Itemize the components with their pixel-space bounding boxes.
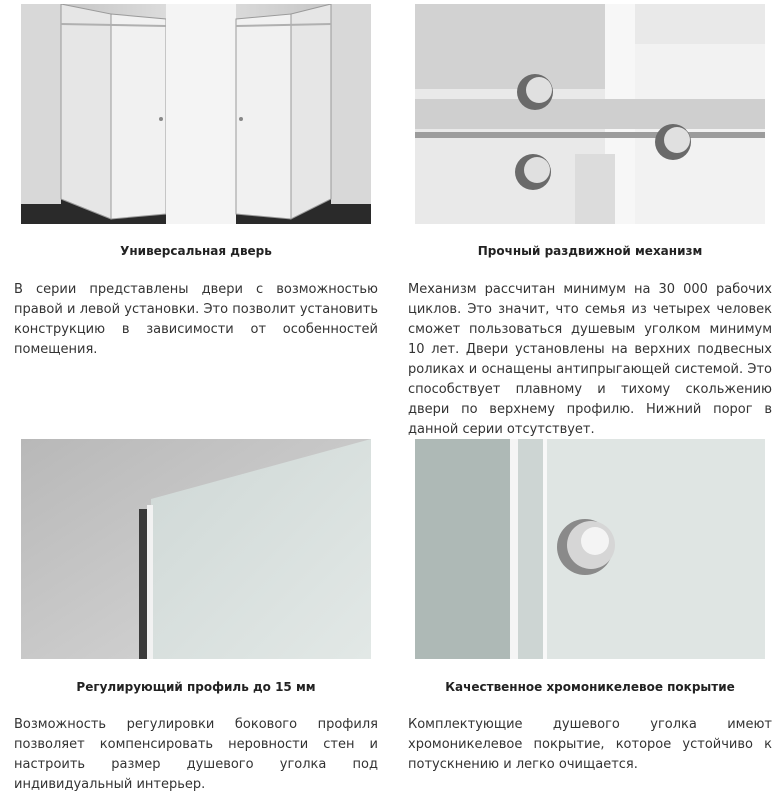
feature-title: Прочный раздвижной механизм [477, 244, 703, 258]
sliding-roller-mechanism-photo [415, 4, 765, 224]
adjustable-wall-profile-photo [21, 439, 371, 659]
feature-description: В серии представлены двери с возможностью правой и левой установки. Это позволит установить конструкцию в зависимости от особенностей помещения. [14, 282, 378, 357]
feature-description: Возможность регулировки бокового профиля позволяет компенсировать неровности стен и настроить размер душевого уголка под индивидуальный интерьер. [14, 717, 378, 792]
corner-shower-doors-photo [21, 4, 371, 224]
feature-title: Регулирующий профиль до 15 мм [76, 680, 316, 694]
chrome-knob-handle-photo [415, 439, 765, 659]
feature-title: Универсальная дверь [120, 244, 272, 258]
feature-title: Качественное хромоникелевое покрытие [445, 680, 735, 694]
feature-description: Механизм рассчитан минимум на 30 000 рабочих циклов. Это значит, что семья из четырех человек сможет пользоваться душевым уголком минимум 10 лет. Двери установлены на верхних подвесных роликах и оснащены антипрыгающей системой. Это способствует плавному и тихому скольжению двери по верхнему профилю. Нижний порог в данной серии отсутствует. [408, 282, 772, 437]
feature-description: Комплектующие душевого уголка имеют хромоникелевое покрытие, которое устойчиво к потускнению и легко очищается. [408, 717, 772, 772]
